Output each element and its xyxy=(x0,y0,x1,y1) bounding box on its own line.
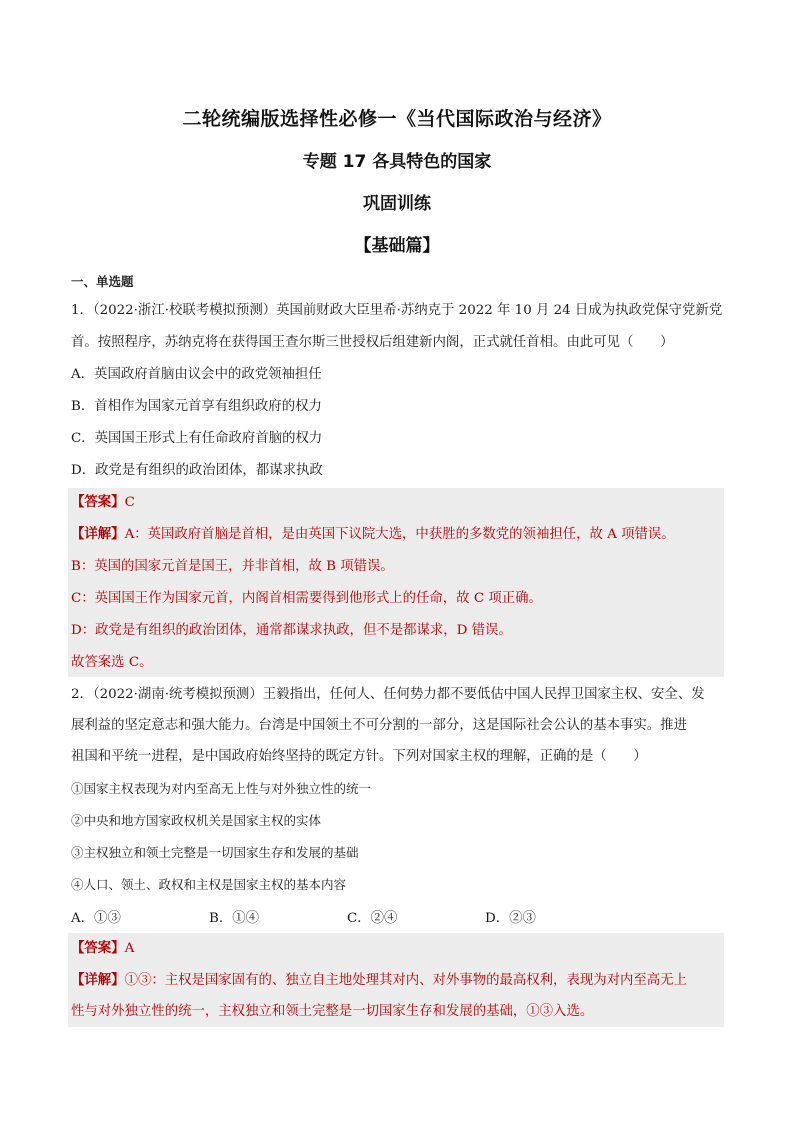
q2-choice-a: A．①③ xyxy=(71,911,121,926)
detail-text: ①③：主权是国家固有的、独立自主地处理其对内、对外事物的最高权利，表现为对内至高无上 xyxy=(124,973,687,988)
q1-conclusion: 故答案选 C。 xyxy=(71,655,153,670)
q1-option-b: B．首相作为国家元首享有组织政府的权力 xyxy=(71,399,322,414)
q1-detail-line-1 xyxy=(71,525,723,545)
q2-stem-line-3: 祖国和平统一进程，是中国政府始终坚持的既定方针。下列对国家主权的理解，正确的是（ ） xyxy=(71,749,647,764)
document-title: 二轮统编版选择性必修一《当代国际政治与经济》 xyxy=(182,108,612,130)
q2-stem-line-2: 展利益的坚定意志和强大能力。台湾是中国领土不可分割的一部分，这是国际社会公认的基本事实。推进 xyxy=(71,718,687,733)
q2-stem-line-1: 2．（2022·湖南·统考模拟预测）王毅指出，任何人、任何势力都不要低估中国人民捍卫国家主权、安全、发 xyxy=(71,687,705,702)
detail-text: A：英国政府首脑是首相，是由英国下议院大选，中获胜的多数党的领袖担任，故 A 项错误。 xyxy=(124,527,675,542)
answer-value: A xyxy=(124,941,135,956)
part-heading: 一、单选题 xyxy=(71,274,134,289)
q2-choice-c: C．②④ xyxy=(347,911,398,926)
q1-detail-line-4: D：政党是有组织的政治团体，通常都谋求执政，但不是都谋求，D 错误。 xyxy=(71,623,512,638)
q1-stem-line-2: 首。按照程序，苏纳克将在获得国王查尔斯三世授权后组建新内阁，正式就任首相。由此可见（ ） xyxy=(71,335,674,350)
q1-option-d: D．政党是有组织的政治团体，都谋求执政 xyxy=(71,463,323,478)
q1-detail-line-3: C：英国国王作为国家元首，内阁首相需要得到他形式上的任命，故 C 项正确。 xyxy=(71,591,542,606)
q2-detail-line-2: 性与对外独立性的统一，主权独立和领土完整是一切国家生存和发展的基础，①③入选。 xyxy=(71,1004,594,1019)
q1-option-a: A．英国政府首脑由议会中的政党领袖担任 xyxy=(71,367,322,382)
q2-statement-1: ①国家主权表现为对内至高无上性与对外独立性的统一 xyxy=(71,781,372,796)
detail-label: 【详解】 xyxy=(71,527,125,542)
answer-label: 【答案】 xyxy=(71,941,125,956)
q2-choice-d: D．②③ xyxy=(485,911,536,926)
detail-label: 【详解】 xyxy=(71,973,125,988)
q2-statement-3: ③主权独立和领土完整是一切国家生存和发展的基础 xyxy=(71,845,359,860)
q2-statement-4: ④人口、领土、政权和主权是国家主权的基本内容 xyxy=(71,877,347,892)
q1-option-c: C．英国国王形式上有任命政府首脑的权力 xyxy=(71,431,323,446)
topic-title: 专题 17 各具特色的国家 xyxy=(302,152,492,172)
answer-label: 【答案】 xyxy=(71,495,125,510)
q1-stem-line-1: 1．（2022·浙江·校联考模拟预测）英国前财政大臣里希·苏纳克于 2022 年 10 月 24 日成为执政党保守党新党 xyxy=(71,303,723,318)
answer-value: C xyxy=(124,495,135,510)
q2-choice-b: B．①④ xyxy=(209,911,260,926)
q1-answer xyxy=(71,493,723,513)
level-title: 【基础篇】 xyxy=(354,236,440,256)
q2-statement-2: ②中央和地方国家政权机关是国家主权的实体 xyxy=(71,813,322,828)
q1-answer-block xyxy=(68,488,724,677)
section-title: 巩固训练 xyxy=(363,194,431,214)
q2-detail-line-1 xyxy=(71,971,723,991)
q1-detail-line-2: B：英国的国家元首是国王，并非首相，故 B 项错误。 xyxy=(71,559,394,574)
q2-answer xyxy=(71,939,723,959)
